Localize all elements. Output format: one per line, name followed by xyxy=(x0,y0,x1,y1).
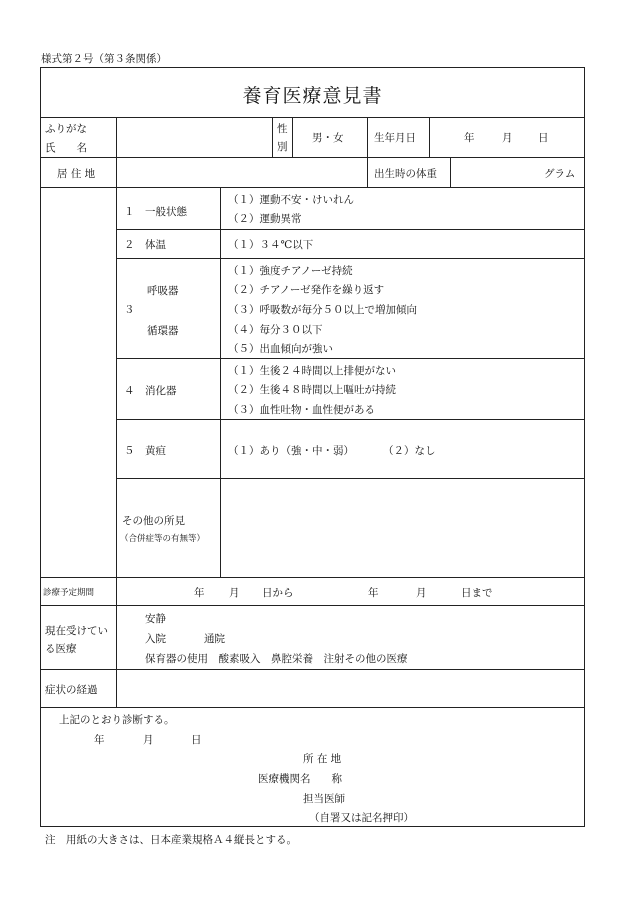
rule xyxy=(40,669,585,670)
item: （１）３４℃以下 xyxy=(228,239,314,251)
item: （３）血性吐物・血性便がある xyxy=(228,404,375,416)
frame-bottom xyxy=(40,826,585,827)
item: （１）強度チアノーゼ持続 xyxy=(228,265,353,277)
rule xyxy=(272,117,273,157)
document-title: 養育医療意見書 xyxy=(242,85,383,107)
rule xyxy=(116,187,117,577)
section-circulatory: 循環器 xyxy=(147,325,179,337)
declaration-text: 上記のとおり診断する。 xyxy=(59,714,175,726)
section-digestive: ４ 消化器 xyxy=(124,385,177,397)
item: （４）毎分３０以下 xyxy=(228,324,323,336)
item: （１）生後２４時間以上排便がない xyxy=(228,365,396,377)
rule xyxy=(116,358,585,359)
item: （１）運動不安・けいれん xyxy=(228,194,354,206)
section-jaundice: ５ 黄疸 xyxy=(124,445,166,457)
rule xyxy=(429,117,430,157)
period-month: 月 xyxy=(416,587,427,599)
item: （２）チアノーゼ発作を繰り返す xyxy=(228,284,385,296)
treatment-rest: 安静 xyxy=(145,613,166,625)
frame-right xyxy=(584,67,585,827)
treatment-options: 保育器の使用 酸素吸入 鼻腔栄養 注射その他の医療 xyxy=(145,653,408,665)
declaration-year: 年 xyxy=(94,734,105,746)
period-year: 年 xyxy=(368,587,379,599)
birth-weight-label: 出生時の体重 xyxy=(374,168,437,180)
period-month: 月 xyxy=(229,587,240,599)
rule xyxy=(116,229,585,230)
period-from: 日から xyxy=(262,587,294,599)
gram-unit: グラム xyxy=(544,168,576,180)
period-year: 年 xyxy=(194,587,205,599)
rule xyxy=(116,605,117,707)
jaundice-no-option: （２）なし xyxy=(383,445,436,457)
treatment-outpatient: 通院 xyxy=(204,633,225,645)
period-until: 日まで xyxy=(461,587,493,599)
rule xyxy=(116,577,117,605)
item: （２）運動異常 xyxy=(228,213,302,225)
rule xyxy=(40,605,585,606)
other-findings-label: その他の所見 xyxy=(122,515,185,527)
doctor-label: 担当医師 xyxy=(303,793,345,805)
footnote: 注 用紙の大きさは、日本産業規格Ａ４縦長とする。 xyxy=(45,834,297,846)
current-treatment-label: 現在受けてい xyxy=(45,625,108,637)
rule xyxy=(367,117,368,187)
dob-label: 生年月日 xyxy=(374,132,416,144)
treatment-inpatient: 入院 xyxy=(145,633,166,645)
rule xyxy=(450,157,451,187)
rule xyxy=(220,187,221,577)
other-findings-sub: （合併症等の有無等） xyxy=(120,534,206,544)
declaration-month: 月 xyxy=(143,734,154,746)
address-label: 居 住 地 xyxy=(57,168,96,180)
item: （２）生後４８時間以上嘔吐が持続 xyxy=(228,384,396,396)
dob-day: 日 xyxy=(538,132,549,144)
declaration-day: 日 xyxy=(191,734,202,746)
form-number: 様式第２号（第３条関係） xyxy=(41,53,167,65)
section-number: ３ xyxy=(124,304,135,316)
rule xyxy=(40,187,585,188)
rule xyxy=(116,117,117,187)
signature-note: （自署又は記名押印） xyxy=(309,812,414,824)
treatment-period-label: 診療予定期間 xyxy=(43,588,95,598)
current-treatment-label: る医療 xyxy=(45,643,77,655)
frame-left xyxy=(40,67,41,827)
frame-top xyxy=(40,67,585,68)
dob-month: 月 xyxy=(502,132,513,144)
rule xyxy=(116,478,585,479)
rule xyxy=(40,577,585,578)
section-temperature: ２ 体温 xyxy=(124,239,166,251)
section-general: １ 一般状態 xyxy=(124,206,187,218)
furigana-label: ふりがな xyxy=(45,123,87,135)
rule xyxy=(40,707,585,708)
symptom-progress-label: 症状の経過 xyxy=(45,684,98,696)
rule xyxy=(40,117,585,118)
item: （３）呼吸数が毎分５０以上で増加傾向 xyxy=(228,304,417,316)
rule xyxy=(116,419,585,420)
sex-value: 男・女 xyxy=(312,132,344,144)
rule xyxy=(116,258,585,259)
location-label: 所 在 地 xyxy=(303,753,342,765)
rule xyxy=(40,157,585,158)
rule xyxy=(292,117,293,157)
item: （５）出血傾向が強い xyxy=(228,343,333,355)
institution-label: 医療機関名 称 xyxy=(258,773,342,785)
name-label: 氏 名 xyxy=(45,142,87,154)
dob-year: 年 xyxy=(464,132,475,144)
sex-label: 別 xyxy=(277,141,288,153)
jaundice-yes-option: （１）あり（強・中・弱） xyxy=(228,445,354,457)
sex-label: 性 xyxy=(277,123,288,135)
section-respiratory: 呼吸器 xyxy=(147,285,179,297)
